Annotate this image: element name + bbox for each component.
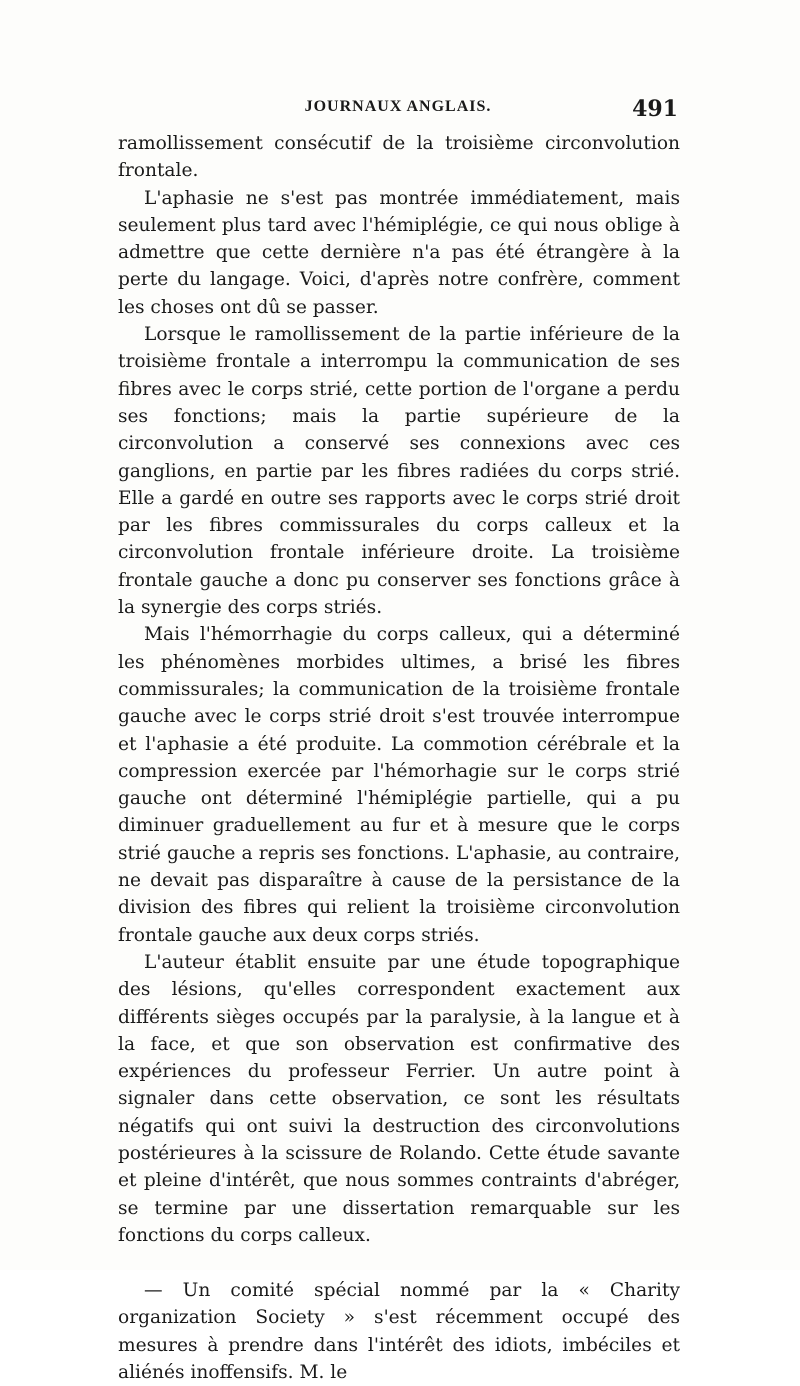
paragraph-auteur: L'auteur établit ensuite par une étude topographique des lésions, qu'elles correspondent exactement aux différents sièges occupés par la paralysie, à la langue et à la face, et que son observation est confirmative des expériences du professeur Ferrier. Un autre point à signaler dans cette observation, ce sont les résultats négatifs qui ont suivi la destruction des circonvolutions postérieures à la scissure de Rolando. Cette étude savante et pleine d'intérêt, que nous sommes contraints d'abréger, se termine par une dissertation remarquable sur les fonctions du corps calleux. bbox=[118, 951, 680, 1246]
body-text bbox=[118, 130, 680, 1386]
page-header bbox=[118, 96, 678, 126]
paragraph-comite: — Un comité spécial nommé par la « Charity organization Society » s'est récemment occupé des mesures à prendre dans l'intérêt des idiots, imbéciles et aliénés inoffensifs. M. le bbox=[118, 1280, 680, 1384]
paragraph-ramollissement: Lorsque le ramollissement de la partie inférieure de la troisième frontale a interrompu la communication de ses fibres avec le corps strié, cette portion de l'organe a perdu ses fonctions; mais la partie supérieure de la circonvolution a conservé ses connexions avec ces ganglions, en partie par les fibres radiées du corps strié. Elle a gardé en outre ses rapports avec le corps strié droit par les fibres commissurales du corps calleux et la circonvolution frontale inférieure droite. La troisième frontale gauche a donc pu conserver ses fonctions grâce à la synergie des corps striés. bbox=[118, 324, 680, 619]
page-number: 491 bbox=[632, 96, 678, 122]
paragraph-aphasie: L'aphasie ne s'est pas montrée immédiatement, mais seulement plus tard avec l'hémiplégie, ce qui nous oblige à admettre que cette dernière n'a pas été étrangère à la perte du langage. Voici, d'après notre confrère, comment les choses ont dû se passer. bbox=[118, 187, 680, 318]
running-head: JOURNAUX ANGLAIS. bbox=[304, 98, 492, 115]
paragraph-continued: ramollissement consécutif de la troisième circonvolution frontale. bbox=[118, 133, 680, 182]
paragraph-hemorrhagie: Mais l'hémorrhagie du corps calleux, qui a déterminé les phénomènes morbides ultimes, a brisé les fibres commissurales; la communication de la troisième frontale gauche avec le corps strié droit s'est trouvée interrompue et l'aphasie a été produite. La commotion cérébrale et la compression exercée par l'hémorhagie sur le corps strié gauche ont déterminé l'hémiplégie partielle, qui a pu diminuer graduellement au fur et à mesure que le corps strié gauche a repris ses fonctions. L'aphasie, au contraire, ne devait pas disparaître à cause de la persistance de la division des fibres qui relient la troisième circonvolution frontale gauche aux deux corps striés. bbox=[118, 624, 680, 946]
